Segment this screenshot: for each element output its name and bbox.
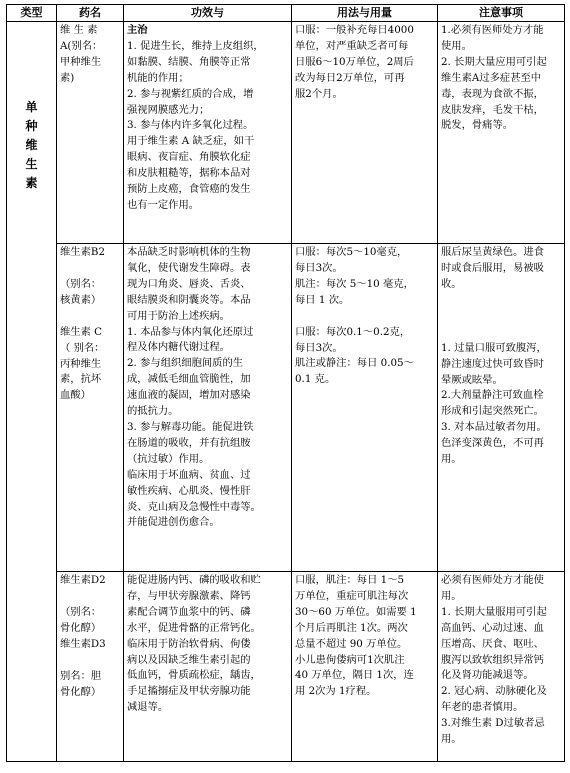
cell-line: 现为口角炎、唇炎、舌炎、 — [127, 277, 251, 290]
cell-line: 万单位，重症可肌注每次 — [295, 589, 409, 602]
cell-line: 手足搐搦症及甲状旁腺功能 — [127, 685, 251, 698]
cell-line: 骨化醇） — [60, 685, 102, 698]
cell-line — [60, 653, 120, 669]
cell-line — [60, 261, 120, 277]
cell-line: 速血液的凝固，增加对感染 — [127, 389, 251, 402]
cell-line: 口服：一般补充每日4000 — [295, 24, 414, 36]
cell-line: （ 别名： — [60, 341, 105, 354]
cell-line: 用。 — [441, 589, 462, 602]
header-row — [7, 5, 565, 22]
cell-line: 1. 促进生长，维持上皮组织， — [127, 39, 264, 52]
cell-line: 毒，表现为食欲不振， — [441, 87, 544, 100]
effect-cell — [124, 22, 292, 244]
cell-line: 预防上皮癌，食管癌的发生 — [127, 183, 251, 196]
header-usage: 用法与用量 — [292, 5, 438, 22]
cell-line: 素) — [60, 71, 75, 84]
cell-line: 服后尿呈黄绿色。进食 — [441, 246, 544, 258]
header-type: 类型 — [7, 5, 57, 22]
cell-line: 素，抗坏 — [60, 373, 102, 386]
name-cell — [57, 22, 124, 244]
cell-line: 如黏膜、结膜、角膜等正常 — [127, 55, 251, 68]
cell-line: 每日3次。 — [295, 341, 343, 354]
cell-line: 3. 对本品过敏者勿用。 — [441, 421, 547, 434]
cell-line: 脱发，骨痛等。 — [441, 119, 514, 132]
cell-line: 炎、克山病及急慢性中毒等。 — [127, 500, 261, 513]
cell-line: 1. 本品参与体内氧化还原过 — [127, 325, 254, 338]
cell-line: 口服：每次0.1～0.2克， — [295, 325, 411, 338]
cell-line — [441, 293, 561, 309]
cell-line: 能促进肠内钙、磷的吸收和贮 — [127, 574, 261, 586]
usage-cell — [292, 244, 438, 572]
cell-line: 丙种维生 — [60, 357, 102, 370]
category-label: 单 种 维 生 素 — [25, 100, 38, 190]
cell-line: 收。 — [441, 277, 462, 290]
cell-line: 维 生 素 — [60, 24, 98, 36]
cell-line: 也有一定作用。 — [127, 198, 200, 211]
cell-line: 压增高、厌食、呕吐、 — [441, 637, 544, 650]
cell-line: 1. 过量口服可致腹泻， — [441, 341, 547, 354]
cell-line: 皮肤发痒，毛发干枯， — [441, 103, 544, 116]
cell-line: 1.必须有医师处方才能 — [441, 24, 544, 36]
cell-line: 维生素D3 — [60, 637, 106, 650]
cell-line: 维生素D2 — [60, 574, 106, 586]
cell-line: 个月后再肌注 1次。两次 — [295, 621, 408, 634]
cell-line: 临床用于防治软骨病、佝偻 — [127, 637, 251, 650]
cell-line: 0.1 克。 — [295, 373, 336, 386]
cell-line: 并能促进创伤愈合。 — [127, 516, 220, 529]
cell-line: 强视网膜感光力； — [127, 103, 210, 116]
cell-line: 存，与甲状旁腺激素、降钙 — [127, 589, 251, 602]
cell-line: 成，减低毛细血管脆性，加 — [127, 373, 251, 386]
cell-line: （别名： — [60, 605, 102, 618]
cell-line — [60, 589, 120, 605]
usage-cell — [292, 572, 438, 762]
cell-line: 日服6～10万单位，2周后 — [295, 55, 414, 68]
notes-cell — [438, 244, 565, 572]
cell-line: 形成和引起突然死亡。 — [441, 405, 544, 418]
cell-line: 时或食后服用，易被吸 — [441, 261, 544, 274]
cell-line: 水平，促进骨骼的正常钙化。 — [127, 621, 261, 634]
cell-line: 维生素A过多症甚至中 — [441, 71, 542, 84]
cell-line: 服2个月。 — [295, 87, 343, 100]
cell-line: 主治 — [127, 24, 148, 36]
cell-line: 敏性疾病、心肌炎、慢性肝 — [127, 484, 251, 497]
effect-cell — [124, 572, 292, 762]
cell-line — [295, 309, 434, 325]
cell-line: 血酸） — [60, 389, 91, 402]
cell-line: 2.大剂量静注可致血栓 — [441, 389, 544, 402]
cell-line: 维生素B2 — [60, 246, 106, 258]
cell-line: 素配合调节血浆中的钙、磷 — [127, 605, 251, 618]
vitamin-table — [6, 4, 565, 762]
cell-line: 眼病、夜盲症、角膜软化症 — [127, 151, 251, 164]
cell-line: 单位，对严重缺乏者可每 — [295, 39, 409, 52]
cell-line: 维生素 C — [60, 325, 103, 338]
effect-cell — [124, 244, 292, 572]
cell-line: 甲种维生 — [60, 55, 102, 68]
cell-line: 氧化，使代谢发生障碍。表 — [127, 261, 251, 274]
cell-line: 3. 参与解毒功能。能促进铁 — [127, 420, 254, 433]
cell-line: 骨化醇） — [60, 621, 102, 634]
table-row — [7, 244, 565, 572]
notes-cell — [438, 22, 565, 244]
header-notes: 注意事项 — [438, 5, 565, 22]
cell-line: 眼结膜炎和阴囊炎等。本品 — [127, 293, 251, 306]
table-row — [7, 22, 565, 244]
cell-line: 用。 — [441, 733, 462, 746]
cell-line: 2. 参与视紫红质的合成，增 — [127, 87, 254, 100]
cell-line: 2. 长期大量应用可引起 — [441, 55, 547, 68]
header-effect: 功效与 — [124, 5, 292, 22]
cell-line: 年老的患者慎用。 — [441, 701, 524, 714]
table-row — [7, 572, 565, 762]
cell-line: 色泽变深黄色，不可再 — [441, 437, 544, 450]
cell-line: 高血钙、心动过速、血 — [441, 621, 544, 634]
cell-line: 3.对维生素 D过敏者忌 — [441, 717, 545, 730]
cell-line: 低血钙，骨质疏松症，龋齿， — [127, 669, 261, 682]
cell-line: 病以及因缺乏维生素引起的 — [127, 653, 251, 666]
cell-line: 用于维生素 A 缺乏症，如干 — [127, 135, 255, 148]
cell-line: （抗过敏）作用。 — [127, 452, 210, 465]
cell-line: 每日 1 次。 — [295, 293, 350, 306]
cell-line: 在肠道的吸收，并有抗组胺 — [127, 436, 251, 449]
cell-line: 口服：每次5～10毫克， — [295, 246, 408, 258]
notes-cell — [438, 572, 565, 762]
cell-line: 程及体内糖代谢过程。 — [127, 341, 230, 354]
cell-line: 2. 冠心病、动脉硬化及 — [441, 685, 547, 698]
cell-line: 本品缺乏时影响机体的生物 — [127, 246, 251, 258]
name-cell — [57, 244, 124, 572]
cell-line: 可用于防治上述疾病。 — [127, 309, 230, 322]
cell-line: 40 万单位，隔日 1次，连 — [295, 669, 414, 682]
cell-line — [441, 325, 561, 341]
usage-cell — [292, 22, 438, 244]
cell-line: 使用。 — [441, 39, 472, 52]
name-cell — [57, 572, 124, 762]
cell-line: 别名：胆 — [60, 669, 102, 682]
cell-line: 每日3次。 — [295, 261, 343, 274]
cell-line: 小儿患佝偻病可1次肌注 — [295, 653, 405, 666]
cell-line: 临床用于坏血病、贫血、过 — [127, 468, 251, 481]
cell-line — [441, 309, 561, 325]
cell-line: 30～60 万单位。如需要 1 — [295, 605, 417, 618]
cell-line: 必须有医师处方才能使 — [441, 574, 544, 586]
cell-line: 总量不超过 90 万单位。 — [295, 637, 408, 650]
cell-line: 腹泻以致软组织异常钙 — [441, 653, 544, 666]
cell-line: 减退等。 — [127, 701, 169, 714]
cell-line: 3. 参与体内许多氧化过程。 — [127, 119, 254, 132]
cell-line: 1. 长期大量服用可引起 — [441, 605, 547, 618]
category-cell — [7, 22, 57, 762]
cell-line: 改为每日2万单位，可再 — [295, 71, 405, 84]
cell-line: 肌注：每次 5～10 毫克， — [295, 277, 414, 290]
cell-line: 2. 参与组织细胞间质的生 — [127, 357, 244, 370]
cell-line: 化及肾功能减退等。 — [441, 669, 534, 682]
cell-line: 静注速度过快可致昏时 — [441, 357, 544, 370]
header-name: 药名 — [57, 5, 124, 22]
cell-line: 核黄素） — [60, 293, 102, 306]
cell-line: 的抵抗力。 — [127, 405, 179, 418]
cell-line: 和皮肤粗糙等，据称本品对 — [127, 167, 251, 180]
cell-line: A(别名： — [60, 39, 103, 52]
cell-line: 口服，肌注：每日 1～5 — [295, 574, 405, 586]
cell-line: 肌注或静注：每日 0.05～ — [295, 357, 414, 370]
cell-line: 用 2次为 1疗程。 — [295, 685, 377, 698]
cell-line — [60, 309, 120, 325]
cell-line: 用。 — [441, 453, 462, 466]
cell-line: 机能的作用； — [127, 71, 189, 84]
cell-line: 晕厥或眩晕。 — [441, 373, 503, 386]
cell-line: （别名： — [60, 277, 102, 290]
